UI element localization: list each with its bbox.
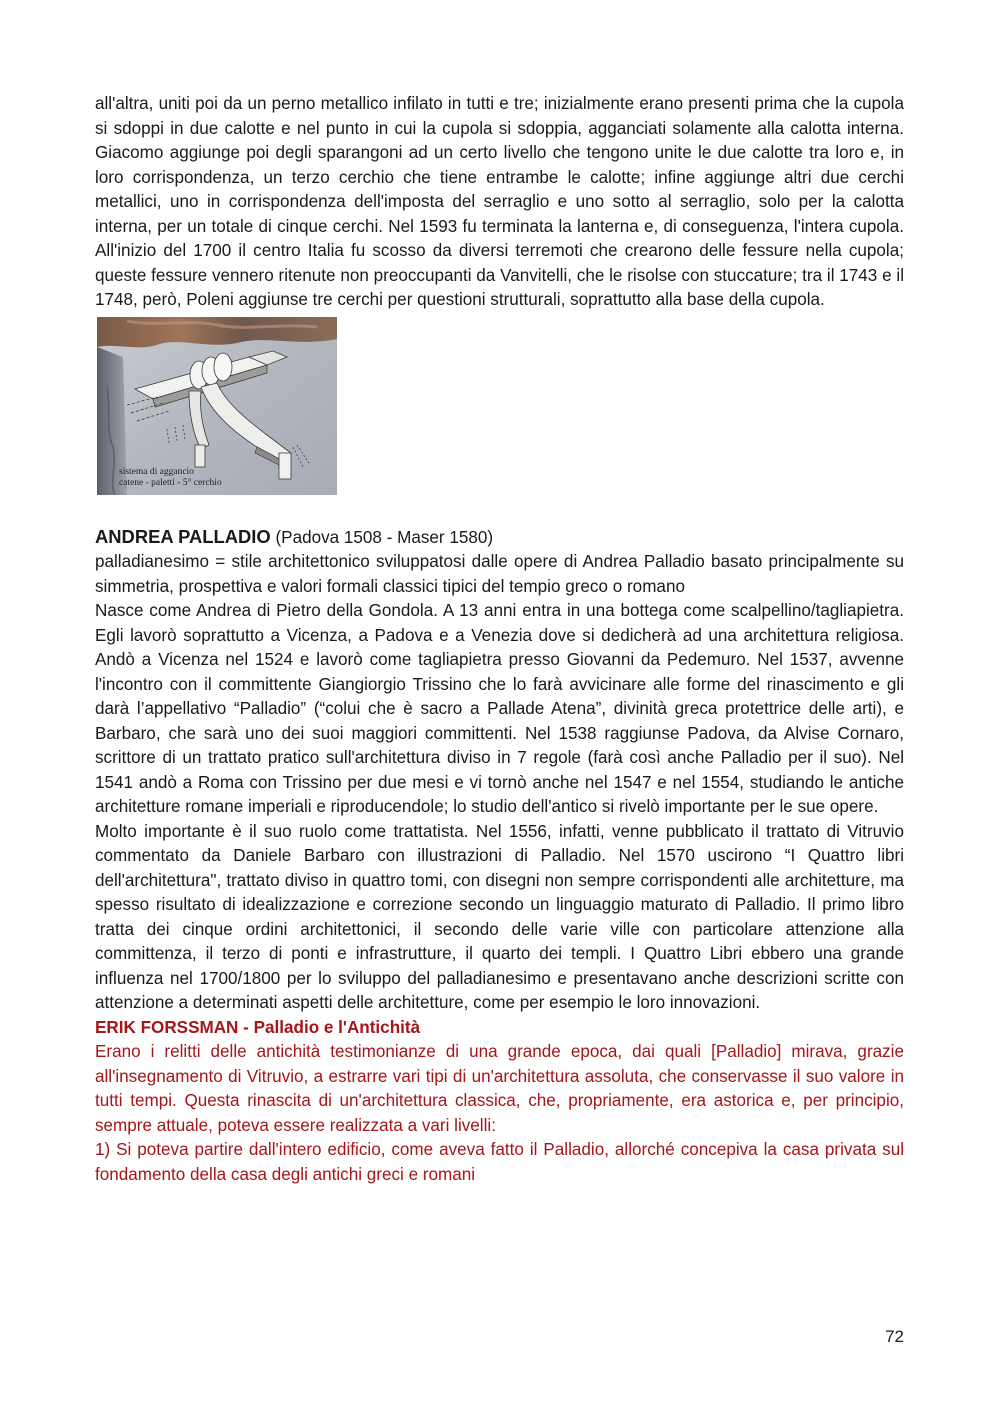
forssman-quote: Erano i relitti delle antichità testimonianze di una grande epoca, dai quali [Palladio] mirava, grazie all'insegnamento di Vitruvio, a estrarre vari tipi di un'architettura assoluta, che conservasse il suo valore in tutti tempi. Questa rinascita di un'architettura classica, che, propriamente, era astorica e, per principio, sempre attuale, poteva essere realizzata a vari livelli: [95,1042,904,1135]
palladio-heading [95,525,904,551]
hoop-anchoring-figure [97,317,337,495]
figure-caption-line-2: catene - paletti - 5° cerchio [119,477,222,488]
palladio-title: ANDREA PALLADIO [95,525,271,547]
document-page [95,92,904,1187]
forssman-point-1: 1) Si poteva partire dall'intero edificio, come aveva fatto il Palladio, allorché concepiva la casa privata sul fondamento della casa degli antichi greci e romani [95,1140,904,1184]
figure-caption-line-1: sistema di aggancio [119,466,194,477]
page-number: 72 [885,1327,904,1346]
palladianism-definition: palladianesimo = stile architettonico sviluppatosi dalle opere di Andrea Palladio basato principalmente su simmetria, prospettiva e valori formali classici tipici del tempio greco o romano [95,552,904,596]
figure-caption [119,467,222,489]
intro-paragraph: all'altra, uniti poi da un perno metallico infilato in tutti e tre; inizialmente erano presenti prima che la cupola si sdoppi in due calotte e nel punto in cui la cupola si sdoppia, agganciati solamente alla calotta interna. Giacomo aggiunge poi degli sparangoni ad un certo livello che tengono unite le due calotte tra loro e, in loro corrispondenza, un terzo cerchio che tiene entrambe le calotte; infine aggiunge altri due cerchi metallici, uno in corrispondenza dell'imposta del serraglio e uno sotto al serraglio, solo per la calotta interna, per un totale di cinque cerchi. Nel 1593 fu terminata la lanterna e, di conseguenza, l'intera cupola. All'inizio del 1700 il centro Italia fu scosso da diversi terremoti che crearono delle fessure nella cupola; queste fessure vennero ritenute non preoccupanti da Vanvitelli, che le risolse con stuccature; tra il 1743 e il 1748, però, Poleni aggiunse tre cerchi per questioni strutturali, soprattutto alla base della cupola. [95,94,904,309]
palladio-treatise: Molto importante è il suo ruolo come trattatista. Nel 1556, infatti, venne pubblicato il trattato di Vitruvio commentato da Daniele Barbaro con illustrazioni di Palladio. Nel 1570 uscirono “I Quattro libri dell'architettura", trattato diviso in quattro tomi, con disegni non sempre corrispondenti alle architetture, ma spesso risultato di idealizzazione e correzione secondo un linguaggio maturato di Palladio. Il primo libro tratta dei cinque ordini architettonici, il secondo delle varie ville con particolare attenzione alla committenza, il terzo di ponti e infrastrutture, il quarto dei templi. I Quattro Libri ebbero una grande influenza nel 1700/1800 per lo sviluppo del palladianesimo e presentavano anche descrizioni scritte con attenzione a determinati aspetti delle architetture, come per esempio le loro innovazioni. [95,821,904,1012]
palladio-biography: Nasce come Andrea di Pietro della Gondola. A 13 anni entra in una bottega come scalpellino/tagliapietra. Egli lavorò soprattutto a Vicenza, a Padova e a Venezia dove si dedicherà ad una architettura religiosa. Andò a Vicenza nel 1524 e lavorò come tagliapietra presso Giovanni da Pedemuro. Nel 1537, avvenne l'incontro con il committente Giangiorgio Trissino che lo farà avvicinare alle forme del rinascimento e gli darà l’appellativo “Palladio” (“colui che è sacro a Pallade Atena”, divinità greca protettrice delle arti), e Barbaro, che sarà uno dei suoi maggiori committenti. Nel 1538 raggiunse Padova, da Alvise Cornaro, scrittore di un trattato pratico sull'architettura diviso in 7 regole (farà così anche Palladio per il suo). Nel 1541 andò a Roma con Trissino per due mesi e vi tornò anche nel 1547 e nel 1554, studiando le antiche architetture romane imperiali e riproducendole; lo studio dell'antico si rivelò importante per le sue opere. [95,601,904,816]
forssman-heading: ERIK FORSSMAN - Palladio e l'Antichità [95,1017,421,1037]
palladio-dates: (Padova 1508 - Maser 1580) [270,527,494,547]
